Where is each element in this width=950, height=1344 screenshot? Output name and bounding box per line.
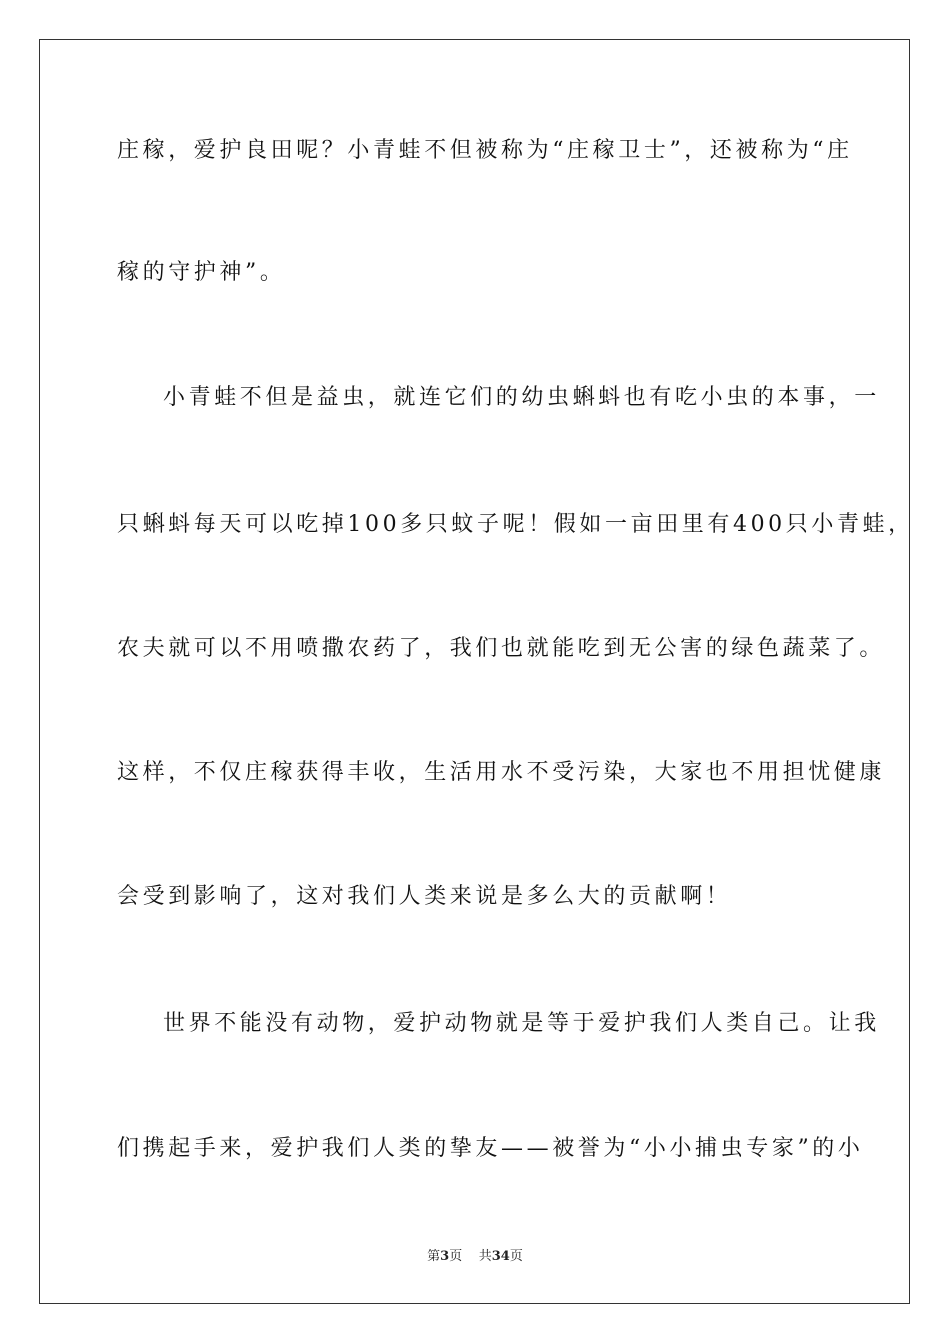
- page-border: [39, 39, 910, 1304]
- text-line-7: 会受到影响了，这对我们人类来说是多么大的贡献啊！: [117, 884, 732, 909]
- total-suffix: 页: [509, 1249, 523, 1264]
- total-pages: 34: [491, 1249, 510, 1264]
- text-line-8: 世界不能没有动物，爱护动物就是等于爱护我们人类自己。让我: [163, 1011, 880, 1036]
- text-line-2: 稼的守护神”。: [117, 260, 286, 285]
- page-suffix: 页: [449, 1249, 463, 1264]
- page-prefix: 第: [427, 1249, 441, 1264]
- text-line-9: 们携起手来，爱护我们人类的挚友——被誉为“小小捕虫专家”的小: [117, 1136, 864, 1161]
- text-line-6: 这样，不仅庄稼获得丰收，生活用水不受污染，大家也不用担忧健康: [117, 760, 886, 785]
- text-line-4: 只蝌蚪每天可以吃掉100多只蚊子呢！假如一亩田里有400只小青蛙，: [117, 512, 914, 537]
- text-line-3: 小青蛙不但是益虫，就连它们的幼虫蝌蚪也有吃小虫的本事，一: [163, 385, 880, 410]
- total-prefix: 共: [478, 1249, 492, 1264]
- text-line-1: 庄稼，爱护良田呢？小青蛙不但被称为“庄稼卫士”，还被称为“庄: [117, 138, 853, 163]
- page-number: 3: [440, 1249, 450, 1264]
- text-line-5: 农夫就可以不用喷撒农药了，我们也就能吃到无公害的绿色蔬菜了。: [117, 636, 886, 661]
- page-footer: [0, 1248, 950, 1266]
